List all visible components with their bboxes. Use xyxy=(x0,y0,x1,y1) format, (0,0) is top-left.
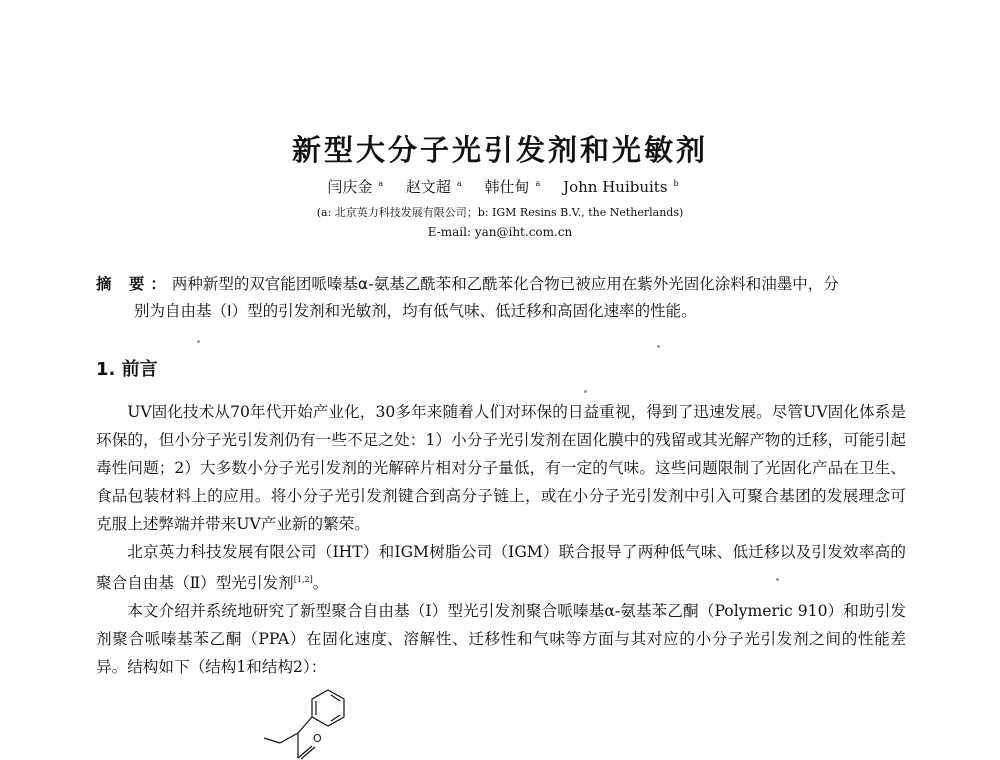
author: 韩仕甸 $^a$ xyxy=(484,178,541,196)
scan-speck xyxy=(584,390,587,393)
author-list xyxy=(0,176,1000,197)
oxygen-label: O xyxy=(313,732,322,745)
abstract xyxy=(96,271,906,325)
abstract-text-line1: 两种新型的双官能团哌嗪基α-氨基乙酰苯和乙酰苯化合物已被应用在紫外光固化涂料和油墨中，分 xyxy=(171,275,839,293)
paragraph: UV固化技术从70年代开始产业化，30多年来随着人们对环保的日益重视，得到了迅速发展。尽管UV固化体系是环保的，但小分子光引发剂仍有一些不足之处：1）小分子光引发剂在固化膜中的残留或其光解产物的迁移，可能引起毒性问题；2）大多数小分子光引发剂的光解碎片相对分子量低，有一定的气味。这些问题限制了光固化产品在卫生、食品包装材料上的应用。将小分子光引发剂键合到高分子链上，或在小分子光引发剂中引入可聚合基团的发展理念可克服上述弊端并带来UV产业新的繁荣。 xyxy=(96,403,906,533)
paragraph: 本文介绍并系统地研究了新型聚合自由基（Ⅰ）型光引发剂聚合哌嗪基α-氨基苯乙酮（Polymeric 910）和助引发剂聚合哌嗪基苯乙酮（PPA）在固化速度、溶解性、迁移性和气味等方面与其对应的小分子光引发剂之间的性能差异。结构如下（结构1和结构2）： xyxy=(96,602,906,677)
abstract-label: 摘 要： xyxy=(96,275,172,293)
scan-speck xyxy=(776,578,779,581)
citation: [1,2] xyxy=(293,575,313,584)
paper-title: 新型大分子光引发剂和光敏剂 xyxy=(291,133,708,167)
molecule-bonds xyxy=(264,717,315,759)
paragraph: 北京英力科技发展有限公司（IHT）和IGM树脂公司（IGM）联合报导了两种低气味、低迁移以及引发效率高的聚合自由基（Ⅱ）型光引发剂[1,2]。 xyxy=(96,543,906,593)
scan-speck xyxy=(657,345,660,348)
author: John Huibuits $^b$ xyxy=(563,178,679,196)
scan-speck xyxy=(197,340,200,343)
author: 赵文超 $^a$ xyxy=(405,178,462,196)
author: 闫庆金 $^a$ xyxy=(327,178,384,196)
section-heading: 1. 前言 xyxy=(96,359,158,380)
abstract-text-line2: 别为自由基（I）型的引发剂和光敏剂，均有低气味、低迁移和高固化速率的性能。 xyxy=(134,302,697,320)
body-text xyxy=(96,398,906,681)
email-address: E-mail: yan@iht.com.cn xyxy=(427,225,573,239)
affiliation: (a: 北京英力科技发展有限公司；b: IGM Resins B.V., the Netherlands) xyxy=(316,206,684,219)
chemical-structure xyxy=(250,688,370,760)
benzene-ring xyxy=(312,690,344,726)
